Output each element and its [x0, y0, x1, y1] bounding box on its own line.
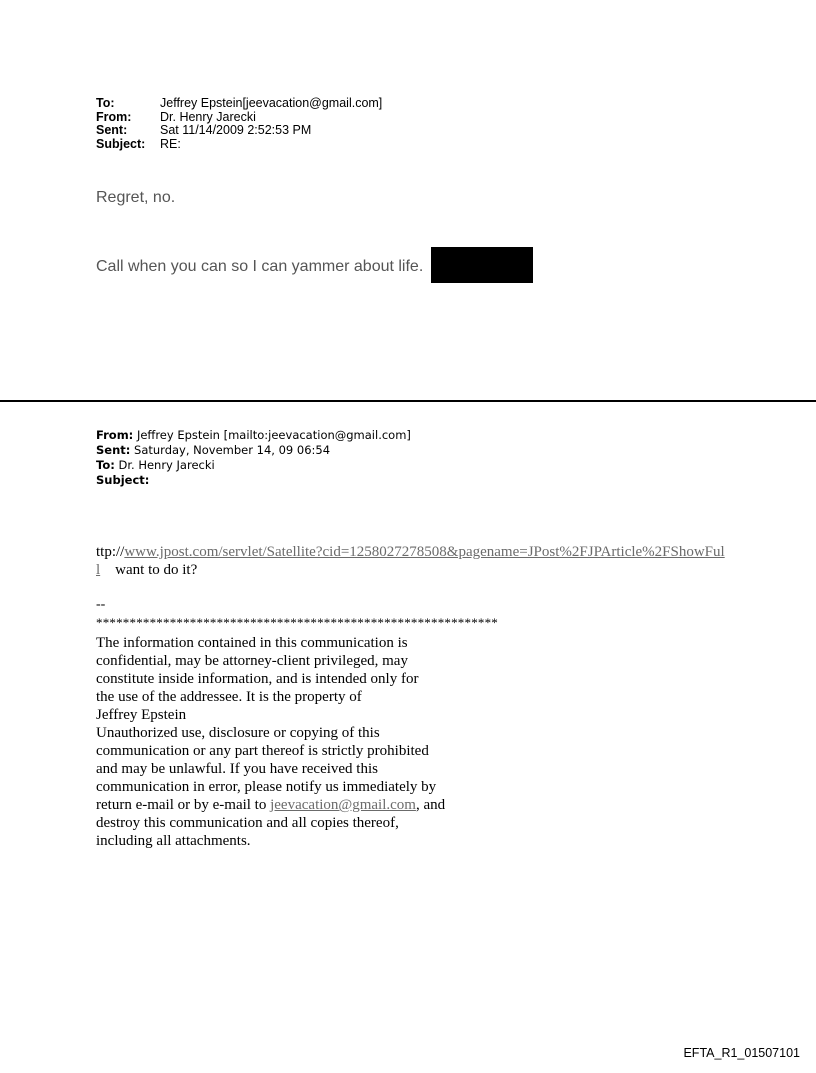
forwarded-sent-row — [96, 443, 411, 458]
disclaimer-line: destroy this communication and all copies thereof, — [96, 815, 399, 831]
forwarded-from-label: From: — [96, 428, 134, 442]
redaction-box — [431, 247, 533, 283]
forwarded-subject-row — [96, 473, 411, 488]
forwarded-from-row — [96, 428, 411, 443]
reply-from-row — [96, 111, 382, 125]
confidentiality-disclaimer — [96, 634, 476, 850]
reply-sent-row — [96, 124, 382, 138]
reply-sent-label: Sent: — [96, 123, 128, 137]
link-prefix: ttp:// — [96, 544, 125, 560]
email-divider — [0, 400, 816, 402]
disclaimer-return-suffix: , and — [415, 797, 446, 813]
forwarded-sent-label: Sent: — [96, 443, 131, 457]
disclaimer-line: Unauthorized use, disclosure or copying of this — [96, 725, 380, 741]
disclaimer-line: communication in error, please notify us immediately by — [96, 779, 437, 795]
disclaimer-line: The information contained in this communication is — [96, 635, 408, 651]
disclaimer-line: and may be unlawful. If you have received this — [96, 761, 378, 777]
disclaimer-return-prefix: return e-mail or by e-mail to — [96, 797, 271, 813]
link-suffix-text: want to do it? — [115, 562, 198, 578]
forwarded-from-value: Jeffrey Epstein [mailto:jeevacation@gmail.com] — [136, 428, 411, 442]
reply-to-row — [96, 97, 382, 111]
forwarded-header — [96, 428, 411, 488]
disclaimer-line: Jeffrey Epstein — [96, 707, 187, 723]
signature-stars: ************************************************************ — [96, 615, 498, 630]
jpost-article-link[interactable]: www.jpost.com/servlet/Satellite?cid=1258027278508&pagename=JPost%2FJPArticle%2FShowFull — [96, 544, 725, 578]
reply-header — [96, 97, 382, 151]
disclaimer-return-line — [96, 796, 476, 814]
disclaimer-line: the use of the addressee. It is the property of — [96, 689, 362, 705]
reply-sent-value: Sat 11/14/2009 2:52:53 PM — [160, 123, 312, 137]
disclaimer-email-link[interactable]: jeevacation@gmail.com — [270, 797, 416, 813]
forwarded-sent-value: Saturday, November 14, 09 06:54 — [134, 443, 331, 457]
forwarded-to-value: Dr. Henry Jarecki — [118, 458, 215, 472]
reply-to-value: Jeffrey Epstein[jeevacation@gmail.com] — [160, 96, 383, 110]
reply-subject-label: Subject: — [96, 136, 146, 151]
reply-subject-row — [96, 138, 382, 152]
disclaimer-line: including all attachments. — [96, 833, 251, 849]
forwarded-body — [96, 543, 736, 579]
forwarded-to-label: To: — [96, 458, 115, 472]
reply-to-label: To: — [96, 96, 115, 110]
disclaimer-line: constitute inside information, and is intended only for — [96, 671, 419, 687]
signature-dashes: -- — [96, 597, 106, 612]
document-id: EFTA_R1_01507101 — [683, 1046, 800, 1060]
reply-body-line-2: Call when you can so I can yammer about life. — [96, 258, 424, 275]
reply-from-label: From: — [96, 109, 132, 124]
forwarded-subject-label: Subject: — [96, 473, 150, 487]
forwarded-to-row — [96, 458, 411, 473]
disclaimer-line: communication or any part thereof is strictly prohibited — [96, 743, 429, 759]
reply-subject-value: RE: — [160, 136, 181, 151]
disclaimer-line: confidential, may be attorney-client privileged, may — [96, 653, 408, 669]
reply-body-line-1: Regret, no. — [96, 189, 176, 206]
reply-from-value: Dr. Henry Jarecki — [160, 109, 256, 124]
